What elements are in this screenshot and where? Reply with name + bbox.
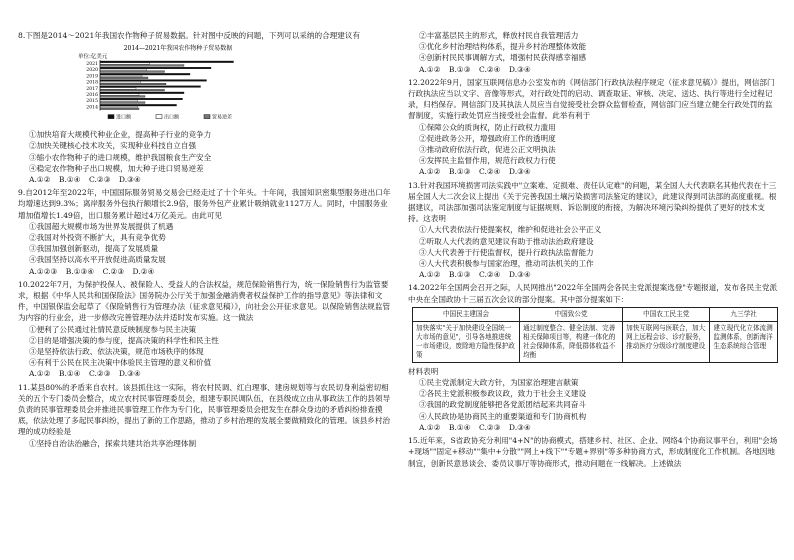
- q10-stem: 10.2022年7月，为保护投保人、被保险人、受益人的合法权益，规范保险销售行为，统一保险销售行为监管要求，根据《中华人民共和国保险法》国务院办公厅关于加强金融消费者权益保护工作的指导意见》等法律和文件，中国银保监会起草了《保险销售行为管理办法（征求意见稿）》，向社会公开征求意见。以保险销售法规监管为内容的行业会，进一步修改完善管理办法并适时发布实施。这一做法: [18, 279, 391, 323]
- legend-swatch-1: [108, 115, 114, 119]
- chart-bar-2: [100, 88, 136, 90]
- q9-option-3: ③我国加强创新驱动，提高了发展质量: [29, 244, 159, 254]
- q14-option-2: ②各民主党派积极参政议政，致力于社会主义建设: [419, 389, 587, 399]
- q14-option-1: ①民主党派制定大政方针，为国家治理建言献策: [419, 378, 579, 388]
- chart-bar-3: [100, 108, 139, 110]
- q11-answers: A.①② B.①③ C.②④ D.③④: [419, 64, 531, 74]
- proposal-cell-4: 建立现代化立体流测监测体系，创新海洋生态系统综合管理: [710, 321, 778, 362]
- chart-year-label: 2018: [86, 80, 98, 86]
- q12-stem: 12.2022年9月，国家互联网信息办公室发布的《网信部门行政执法程序规定（征求意见稿）》提出，网信部门行政执法应当以文字、音像等形式，对行政处罚的启动、调查取证、审核、决定、送达、执行等进行全过程记录，归档保存。网信部门及其执法人员应当自觉接受社会群众监督检查，网信部门应当建立健全行政处罚的监督制度，实施行政处罚应当接受社会监督。此举有利于: [408, 77, 775, 121]
- q14-option-3: ③我国的政党制度能够把各党派团结起来共同奋斗: [419, 400, 587, 410]
- chart-bar-1: [100, 74, 190, 76]
- proposal-cell-1: 加快落实"关于加快建设全国统一大市场的意见"，引导各地推进统一市场建设，废除地方隐性保护政策: [413, 321, 520, 362]
- chart-bar-2: [100, 63, 150, 65]
- trade-chart: [78, 43, 278, 125]
- chart-bar-2: [100, 82, 141, 84]
- q8-stem: 8.下图是2014～2021年我国农作物种子贸易数据。针对图中反映的问题，下列可以采纳的合理建议有: [18, 31, 361, 40]
- chart-bar-2: [100, 69, 147, 71]
- proposal-table-row: [413, 321, 778, 362]
- q14-stem: 14.2022年全国两会召开之际，人民网推出"2022年全国两会各民主党派提案选登"专题报道，发布各民主党派中央在全国政协十三届五次会议的部分提案。其中部分提案如下：: [408, 283, 778, 304]
- left-column: [18, 30, 393, 449]
- chart-bar-3: [100, 77, 148, 79]
- q12-option-3: ③推动政府依法行政，促进公正文明执法: [419, 145, 556, 155]
- chart-svg: [78, 43, 278, 125]
- q8-option-3: ③缩小农作物种子的进口规模，维护我国粮食生产安全: [29, 152, 212, 162]
- q10-option-2: ②目的是增强决策的参与度，提高决策的科学性和民主性: [29, 335, 219, 345]
- chart-year-label: 2020: [86, 68, 98, 74]
- chart-bar-3: [100, 102, 145, 104]
- legend-label-2: 出口额: [164, 114, 180, 121]
- chart-year-label: 2019: [86, 74, 98, 80]
- chart-bar-1: [100, 61, 234, 63]
- chart-bar-1: [100, 67, 211, 69]
- proposal-cell-2: 通过制度整合、健全法制、完善相关保障项目等，构建一体化的社会保障体系，降低群体收益不均衡: [520, 321, 623, 362]
- q11-stem: 11.某县80%的矛盾来自农村。该县抓住这一实际，将农村民调、红白理事、建房规划等与农民切身利益密切相关的五个专门委员会整合，成立农村民事管理委员会，组建专职民调队伍，在县级成立由从事政法工作的县领导负责的民事管理委员会并推进民事管理工作作为专门化，民事管理委员会把发生在群众身边的矛盾纠纷排查摸底，依法处理了多起民事纠纷，提出了新的工作思路，推动了乡村治理的发展全要做精致化的管理。该县乡村治理的成功经验是: [18, 382, 391, 437]
- q9-stem: 9.自2012年至2022年，中国国际服务贸易交易会已经走过了十个年头。十年间，我国知识密集型服务进出口年均增速达到9.3%；离岸服务外包执行额增长2.9倍，服务外包产业累计吸纳就业1127万人。同时，中国服务业增加值增长1.49倍，出口服务累计超过4万亿美元。由此可见: [18, 188, 391, 220]
- q9-option-1: ①我国超大规模市场为世界发展提供了机遇: [29, 221, 174, 231]
- chart-bar-2: [100, 75, 142, 77]
- chart-year-label: 2015: [86, 99, 98, 105]
- chart-bar-3: [100, 90, 165, 92]
- chart-bar-3: [100, 96, 145, 98]
- q9-answers: A.①②③ B.①③④ C.②③ D.②④: [29, 266, 155, 276]
- q12-option-4: ④发挥民主监督作用，规范行政权力行使: [419, 156, 556, 166]
- legend-swatch-3: [204, 115, 210, 119]
- q8-option-4: ④稳定农作物种子出口规模，加大种子进口贸易逆差: [29, 163, 204, 173]
- proposal-cell-3: 加快互联网与医联合，加大网上远程会诊、诊疗服务，推动医疗分级诊疗制度建设: [623, 321, 710, 362]
- q15-stem: 15.近年来，S省政协充分利用"4+N"的协商模式，搭建乡村、社区、企业、网络4个协商议事平台，利用"会场+现场""固定+移动""集中+分散""网上+线下""专题+界别"等多种协商方式，形成制度化工作机制。各地因地制宜，创新民意恳谈会、委员议事厅等协商形式，推动问题在一线解决。上述做法: [408, 436, 778, 468]
- q10-answers: A.①② B.①④ C.②③ D.③④: [29, 369, 141, 379]
- chart-bar-1: [100, 80, 207, 82]
- q13-option-2: ②听取人大代表的意见建议有助于推动法治政府建设: [419, 236, 594, 246]
- chart-unit: 单位:亿美元: [78, 54, 108, 61]
- q14-option-4: ④人民政协是协商民主的重要渠道和专门协商机构: [419, 411, 587, 421]
- chart-bar-2: [100, 106, 138, 108]
- q9-option-4: ④我国坚持以高水平开放促进高质量发展: [29, 255, 166, 265]
- legend-label-1: 进口额: [116, 114, 132, 121]
- chart-bar-3: [100, 71, 165, 73]
- chart-bar-3: [100, 65, 184, 67]
- q10-option-1: ①便利了公民通过社情民意反映制度参与民主决策: [29, 324, 197, 334]
- legend-swatch-2: [156, 115, 162, 119]
- q13-option-1: ①人大代表依法行使提案权，维护和促进社会公平正义: [419, 225, 602, 235]
- q12-option-2: ②促进政务公开，增强政府工作的透明度: [419, 133, 556, 143]
- chart-bar-1: [100, 105, 177, 107]
- q13-option-3: ③人大代表善于行使监督权，提升行政执法监督能力: [419, 247, 594, 257]
- legend-label-3: 贸易逆差: [212, 114, 233, 121]
- q13-stem: 13.针对我国环境损害司法实践中"立案难、定损难、责任认定难"的问题，某全国人大代表联名其他代表在十三届全国人大二次会议上提出《关于完善我国土壤污染损害司法鉴定的建议》，此建议得到司法部的高度重视。根据建议，司法部加强司法鉴定制度与证据规则、诉讼制度的衔接，为解决环境污染纠纷提供了更好的技术支持。这表明: [408, 180, 777, 224]
- chart-bar-1: [100, 98, 183, 100]
- q8-option-1: ①加快培育大规模代种业企业，提高种子行业的竞争力: [29, 130, 212, 140]
- chart-bar-1: [100, 86, 201, 88]
- q11-option-3: ③优化乡村治理结构体系，提升乡村治理整体效能: [419, 42, 587, 52]
- q12-answers: A.①② B.①③ C.②④ D.③④: [419, 167, 531, 177]
- proposal-header-3: 中国农工民主党: [623, 307, 710, 321]
- chart-year-label: 2014: [86, 105, 98, 111]
- chart-year-label: 2021: [86, 62, 98, 68]
- chart-bar-2: [100, 100, 138, 102]
- q12-option-1: ①保障公众的质询权，防止行政权力滥用: [419, 122, 556, 132]
- right-column: [408, 30, 778, 469]
- q10-option-3: ③是坚持依法行政、依法决策，规范市场秩序的体现: [29, 347, 204, 357]
- q11-option-1: ①坚持自治法治融合，探索共建共治共享治理体制: [29, 438, 197, 448]
- proposal-header-4: 九三学社: [710, 307, 778, 321]
- q10-option-4: ④有利于公民在民主决策中体验民主管理的意义和价值: [29, 358, 212, 368]
- chart-bar-3: [100, 83, 166, 85]
- proposal-table-header-row: [413, 307, 778, 321]
- q13-answers: A.①② B.①③ C.②④ D.③④: [419, 270, 531, 280]
- q14-answers: A.①② B.①④ C.②③ D.③④: [419, 422, 531, 432]
- q9-option-2: ②我国对外投资不断扩大，具有竞争优势: [29, 233, 166, 243]
- chart-year-label: 2017: [86, 87, 98, 93]
- q8-answers: A.①② B.①④ C.②③ D.③④: [29, 175, 141, 185]
- chart-bar-2: [100, 94, 139, 96]
- chart-title: 2014—2021年我国农作物种子贸易数据: [123, 45, 233, 53]
- proposal-header-1: 中国民主建国会: [413, 307, 520, 321]
- proposal-header-2: 中国致公党: [520, 307, 623, 321]
- proposal-table: [412, 307, 778, 363]
- chart-bar-1: [100, 92, 184, 94]
- q8-option-2: ②加快关键核心技术攻关，实现种业科技自立自强: [29, 141, 197, 151]
- q11-option-2: ②丰富基层民主的形式，释放村民自我管理活力: [419, 31, 579, 40]
- q14-material-label: 材料表明: [408, 366, 439, 376]
- chart-year-label: 2016: [86, 93, 98, 99]
- q11-option-4: ④创新村民民事调解方式，增强村民获得感幸福感: [419, 53, 587, 63]
- q13-option-4: ④人大代表积极参与国家治理，推动司法机关的工作: [419, 259, 594, 269]
